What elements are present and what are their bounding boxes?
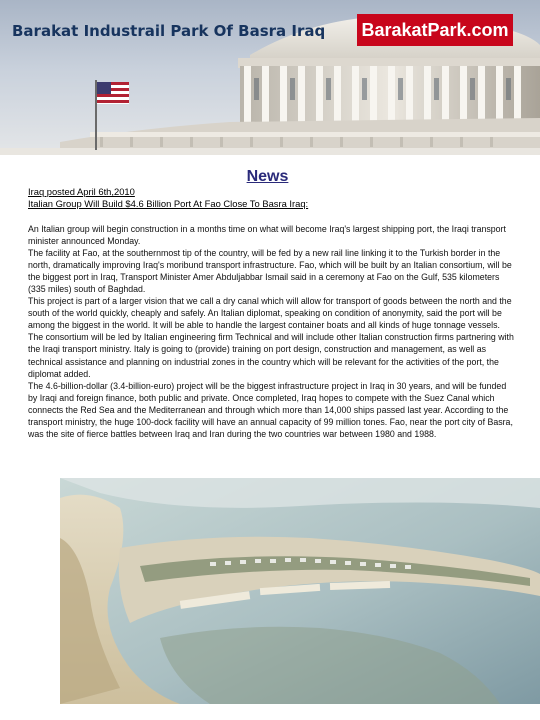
article-headline[interactable]: Italian Group Will Build $4.6 Billion Port At Fao Close To Basra Iraq: (28, 198, 309, 209)
article-paragraph: An Italian group will begin construction in a months time on what will become Iraq's largest shipping port, the Iraqi transport minister announced Monday. (28, 224, 506, 247)
posted-date[interactable]: Iraq posted April 6th,2010 (28, 186, 135, 197)
site-title: Barakat Industrail Park Of Basra Iraq (12, 22, 326, 40)
domain-badge-label: BarakatPark.com (361, 20, 509, 40)
article-paragraph: The 4.6-billion-dollar (3.4-billion-euro) project will be the biggest infrastructure project in Iraq in 30 years, and will be funded by Iraqi and foreign finance, both public and private. Once completed, Iraq hopes to compete with the Suez Canal which connects the Red Sea and the Mediterranean and through which more than 14,000 ships passed last year. According to the transport ministry, the huge 100-dock facility will have an annual capacity of 99 million tones. Fao, near the port city of Basra, was the site of fierce battles between Iraq and Iran during the two countries war between 1980 and 1988. (28, 380, 513, 439)
article-body (28, 223, 514, 440)
news-heading[interactable]: News (246, 168, 289, 185)
header-banner (0, 0, 540, 155)
aerial-port-rendering-photo (60, 478, 540, 704)
us-flag-icon (97, 82, 129, 104)
domain-badge[interactable] (357, 14, 513, 46)
article-paragraph: The facility at Fao, at the southernmost tip of the country, will be fed by a new rail line linking it to the Turkish border in the north, dramatically improving Iraq's moribund transport infrastructure. Fao, which will be built by an Italian consortium, will be the biggest port in Iraq, Transport Minister Amer Abduljabbar Ismail said in a ceremony at Fao on the Gulf, 535 kilometers (335 miles) south of Baghdad. (28, 248, 512, 295)
article-paragraph: This project is part of a larger vision that we call a dry canal which will allow for transport of goods between the north and the south of the world quickly, cheaply and safely. An Italian diplomat, speaking on condition of anonymity, said the port will be among the biggest in the world. It will be able to handle the largest container boats and all kinds of huge tonnage vessels. The consortium will be led by Italian engineering firm Technical and will include other Italian construction firms partnering with the Iraqi transport ministry. Italy is going to (provide) training on port design, construction and management, as well as technical assistance and planning on industrial zones in the country which will be relevant for the activities of the port, the diplomat added. (28, 296, 514, 379)
